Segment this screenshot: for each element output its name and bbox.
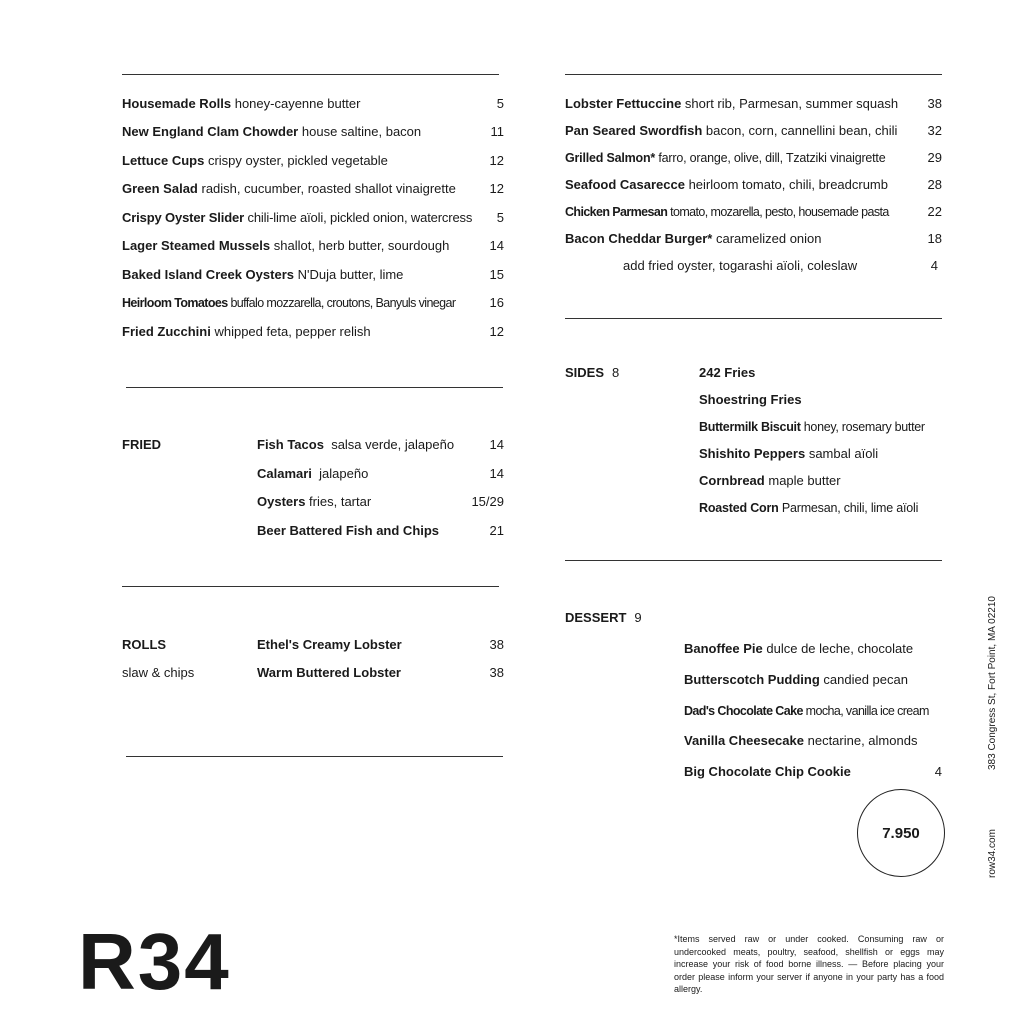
item-price: 21 bbox=[489, 523, 504, 538]
item-description: maple butter bbox=[768, 473, 841, 488]
item-description: nectarine, almonds bbox=[807, 733, 918, 748]
address-text: 383 Congress St, Fort Point, MA 02210 bbox=[987, 596, 998, 770]
item-price: 15/29 bbox=[471, 494, 504, 509]
divider bbox=[565, 560, 942, 561]
menu-item bbox=[699, 365, 755, 381]
section-subtitle: slaw & chips bbox=[122, 665, 195, 680]
item-description: fries, tartar bbox=[309, 494, 372, 509]
allergy-disclaimer: *Items served raw or under cooked. Consuming raw or undercooked meats, poultry, seafood, shellfish or eggs may increase your risk of food borne illness. — Before placing your order please inform your server if anyone in your party has a food allergy. bbox=[674, 934, 944, 994]
item-description: jalapeño bbox=[319, 466, 369, 481]
divider bbox=[126, 756, 503, 757]
item-name: Banoffee Pie bbox=[684, 641, 763, 656]
item-price: 38 bbox=[489, 637, 504, 652]
item-description: tomato, mozarella, pesto, housemade pasta bbox=[670, 205, 889, 219]
item-description: candied pecan bbox=[823, 672, 908, 687]
menu-item bbox=[122, 153, 388, 169]
item-description: house saltine, bacon bbox=[301, 124, 422, 139]
item-name: Heirloom Tomatoes bbox=[122, 296, 228, 310]
item-price: 28 bbox=[927, 177, 942, 192]
item-description: dulce de leche, chocolate bbox=[766, 641, 914, 656]
menu-item bbox=[699, 392, 802, 408]
item-price: 4 bbox=[930, 258, 938, 273]
item-price: 38 bbox=[927, 96, 942, 111]
item-price: 29 bbox=[927, 150, 942, 165]
item-description: Parmesan, chili, lime aïoli bbox=[781, 501, 919, 515]
menu-item bbox=[122, 324, 371, 340]
section-heading bbox=[565, 365, 619, 381]
menu-item bbox=[257, 466, 368, 482]
item-price: 12 bbox=[489, 181, 504, 196]
item-description: crispy oyster, pickled vegetable bbox=[207, 153, 388, 168]
section-title: DESSERT bbox=[565, 610, 627, 625]
section-heading: FRIED bbox=[122, 437, 161, 452]
item-name: Fried Zucchini bbox=[122, 324, 211, 339]
item-price: 12 bbox=[489, 153, 504, 168]
menu-item bbox=[684, 641, 913, 657]
menu-item bbox=[122, 295, 455, 311]
price-badge bbox=[857, 789, 945, 877]
item-description: short rib, Parmesan, summer squash bbox=[684, 96, 899, 111]
item-name: Beer Battered Fish and Chips bbox=[257, 523, 440, 538]
item-name: New England Clam Chowder bbox=[122, 124, 299, 139]
item-description: buffalo mozzarella, croutons, Banyuls vinegar bbox=[230, 296, 456, 310]
item-description: salsa verde, jalapeño bbox=[331, 437, 455, 452]
item-description: mocha, vanilla ice cream bbox=[805, 704, 929, 718]
menu-item bbox=[565, 204, 889, 220]
item-name: Shoestring Fries bbox=[699, 392, 802, 407]
item-price: 14 bbox=[489, 238, 504, 253]
item-name: Housemade Rolls bbox=[122, 96, 232, 111]
divider bbox=[565, 74, 942, 75]
menu-item bbox=[565, 177, 888, 193]
item-price: 38 bbox=[489, 665, 504, 680]
item-name: Seafood Casarecce bbox=[565, 177, 685, 192]
item-name: Calamari bbox=[257, 466, 312, 481]
menu-item bbox=[699, 446, 878, 462]
item-name: Grilled Salmon* bbox=[565, 151, 656, 165]
menu-item bbox=[699, 500, 918, 516]
menu-item bbox=[257, 494, 371, 510]
menu-item bbox=[684, 703, 929, 719]
menu-item bbox=[122, 181, 456, 197]
item-description: shallot, herb butter, sourdough bbox=[273, 238, 450, 253]
item-name: Fish Tacos bbox=[257, 437, 324, 452]
website-text: row34.com bbox=[987, 829, 998, 878]
item-description: honey-cayenne butter bbox=[234, 96, 361, 111]
item-description: N'Duja butter, lime bbox=[297, 267, 404, 282]
item-price: 5 bbox=[496, 210, 504, 225]
divider bbox=[565, 318, 942, 319]
section-heading: ROLLS bbox=[122, 637, 167, 652]
item-price: 5 bbox=[496, 96, 504, 111]
item-description: sambal aïoli bbox=[808, 446, 879, 461]
menu-item bbox=[565, 150, 885, 166]
item-name: 242 Fries bbox=[699, 365, 756, 380]
menu-item bbox=[565, 123, 897, 139]
item-price: 18 bbox=[927, 231, 942, 246]
addon-item bbox=[623, 258, 857, 274]
item-name: Crispy Oyster Slider bbox=[122, 210, 244, 225]
item-description: honey, rosemary butter bbox=[803, 420, 925, 434]
menu-item bbox=[122, 267, 403, 283]
section-price: 8 bbox=[612, 365, 620, 380]
menu-item bbox=[122, 124, 421, 140]
item-name: Pan Seared Swordfish bbox=[565, 123, 703, 138]
item-name: Dad's Chocolate Cake bbox=[684, 704, 803, 718]
item-price: 11 bbox=[490, 124, 504, 139]
item-name: Chicken Parmesan bbox=[565, 205, 668, 219]
section-title: SIDES bbox=[565, 365, 605, 380]
item-name: Baked Island Creek Oysters bbox=[122, 267, 294, 282]
menu-item bbox=[257, 523, 439, 539]
menu-item bbox=[565, 96, 898, 112]
menu-item bbox=[257, 637, 402, 653]
item-description: farro, orange, olive, dill, Tzatziki vinaigrette bbox=[658, 151, 886, 165]
item-description: heirloom tomato, chili, breadcrumb bbox=[688, 177, 888, 192]
menu-item bbox=[699, 419, 925, 435]
item-price: 32 bbox=[927, 123, 942, 138]
item-name: Green Salad bbox=[122, 181, 198, 196]
item-price: 4 bbox=[934, 764, 942, 779]
restaurant-logo: R34 bbox=[78, 917, 231, 1006]
section-price: 9 bbox=[634, 610, 642, 625]
item-name: Butterscotch Pudding bbox=[684, 672, 820, 687]
item-description: whipped feta, pepper relish bbox=[214, 324, 371, 339]
menu-item bbox=[122, 238, 449, 254]
item-name: Vanilla Cheesecake bbox=[684, 733, 804, 748]
item-name: Lettuce Cups bbox=[122, 153, 205, 168]
item-name: Roasted Corn bbox=[699, 501, 779, 515]
menu-item bbox=[257, 665, 401, 681]
divider bbox=[122, 586, 499, 587]
menu-item bbox=[699, 473, 841, 489]
item-price: 14 bbox=[489, 466, 504, 481]
section-heading bbox=[565, 610, 642, 626]
item-name: Buttermilk Biscuit bbox=[699, 420, 801, 434]
item-description: bacon, corn, cannellini bean, chili bbox=[705, 123, 898, 138]
item-description: chili-lime aïoli, pickled onion, watercress bbox=[247, 210, 473, 225]
divider bbox=[126, 387, 503, 388]
menu-item bbox=[122, 210, 472, 226]
item-name: Lobster Fettuccine bbox=[565, 96, 682, 111]
item-name: Ethel's Creamy Lobster bbox=[257, 637, 402, 652]
item-price: 16 bbox=[489, 295, 504, 310]
menu-item bbox=[684, 672, 908, 688]
item-price: 22 bbox=[927, 204, 942, 219]
item-name: Oysters bbox=[257, 494, 306, 509]
item-name: Cornbread bbox=[699, 473, 765, 488]
menu-item bbox=[122, 96, 360, 112]
menu-item bbox=[684, 733, 917, 749]
item-name: Shishito Peppers bbox=[699, 446, 806, 461]
item-price: 12 bbox=[489, 324, 504, 339]
item-name: Warm Buttered Lobster bbox=[257, 665, 401, 680]
divider bbox=[122, 74, 499, 75]
addon-text: add fried oyster, togarashi aïoli, coleslaw bbox=[623, 258, 858, 273]
menu-item bbox=[257, 437, 454, 453]
menu-item bbox=[565, 231, 822, 247]
item-name: Big Chocolate Chip Cookie bbox=[684, 764, 851, 779]
item-description: caramelized onion bbox=[716, 231, 822, 246]
item-name: Lager Steamed Mussels bbox=[122, 238, 271, 253]
item-price: 14 bbox=[489, 437, 504, 452]
badge-value: 7.950 bbox=[882, 824, 920, 842]
item-name: Bacon Cheddar Burger* bbox=[565, 231, 713, 246]
item-description: radish, cucumber, roasted shallot vinaigrette bbox=[201, 181, 456, 196]
item-price: 15 bbox=[489, 267, 504, 282]
menu-item bbox=[684, 764, 851, 780]
